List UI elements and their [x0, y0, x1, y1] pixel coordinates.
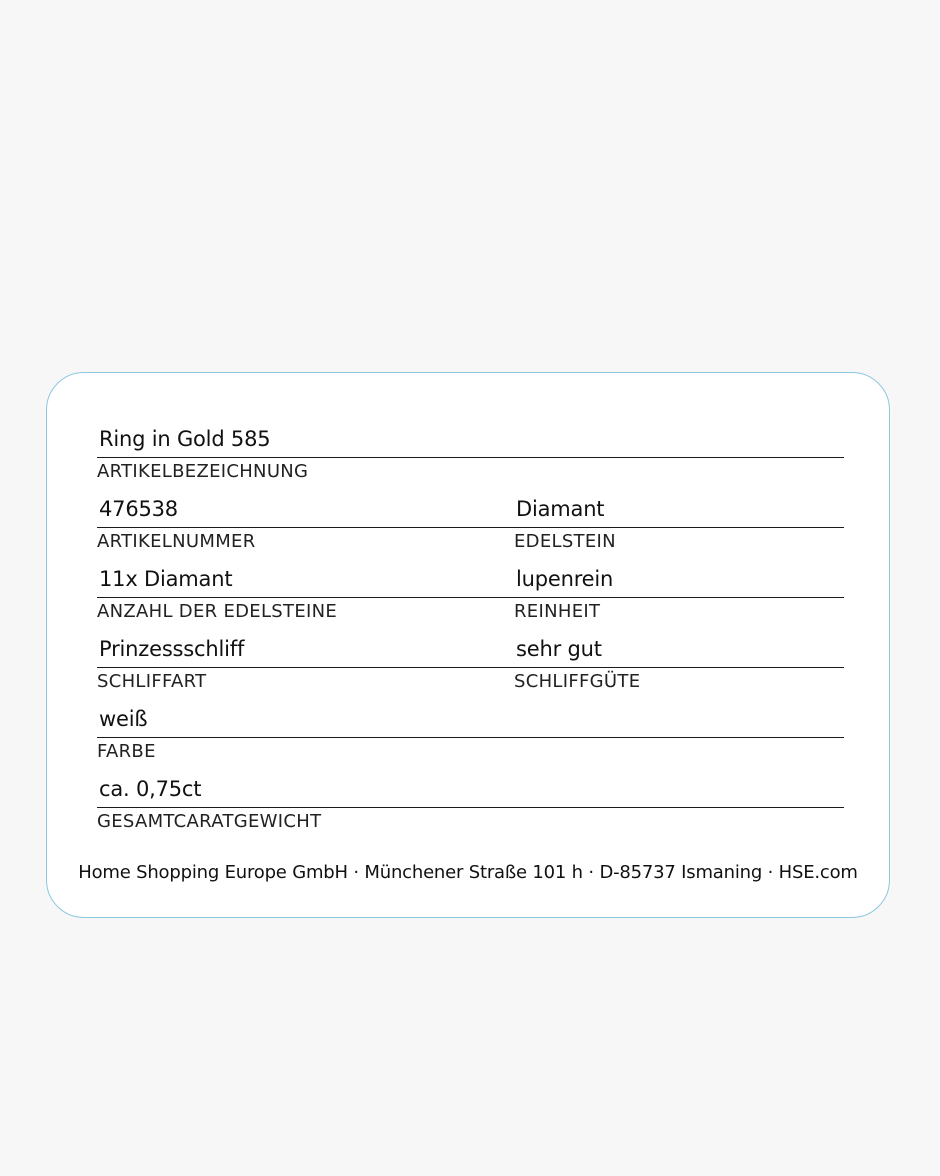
- cut-quality-field: [514, 635, 844, 705]
- article-name-field: [97, 425, 844, 495]
- divider: [97, 457, 844, 458]
- color-label: FARBE: [97, 741, 156, 762]
- divider: [514, 667, 844, 668]
- divider: [97, 737, 844, 738]
- total-carat-label: GESAMTCARATGEWICHT: [97, 811, 322, 832]
- cut-field: [97, 635, 515, 705]
- cut-label: SCHLIFFART: [97, 671, 207, 692]
- cut-quality-value: sehr gut: [516, 637, 602, 661]
- cut-value: Prinzessschliff: [99, 637, 245, 661]
- company-footer: Home Shopping Europe GmbH · Münchener Straße 101 h · D-85737 Ismaning · HSE.com: [78, 862, 858, 883]
- article-name-value: Ring in Gold 585: [99, 427, 271, 451]
- article-number-label: ARTIKELNUMMER: [97, 531, 256, 552]
- clarity-field: [514, 565, 844, 635]
- divider: [97, 807, 844, 808]
- total-carat-field: [97, 775, 844, 845]
- gemstone-label: EDELSTEIN: [514, 531, 616, 552]
- color-value: weiß: [99, 707, 148, 731]
- gemstone-count-value: 11x Diamant: [99, 567, 233, 591]
- gemstone-count-label: ANZAHL DER EDELSTEINE: [97, 601, 338, 622]
- article-number-field: [97, 495, 515, 565]
- cut-quality-label: SCHLIFFGÜTE: [514, 671, 641, 692]
- clarity-label: REINHEIT: [514, 601, 601, 622]
- gemstone-value: Diamant: [516, 497, 605, 521]
- total-carat-value: ca. 0,75ct: [99, 777, 202, 801]
- divider: [97, 667, 515, 668]
- color-field: [97, 705, 844, 775]
- divider: [514, 527, 844, 528]
- clarity-value: lupenrein: [516, 567, 614, 591]
- gemstone-field: [514, 495, 844, 565]
- gemstone-count-field: [97, 565, 515, 635]
- divider: [97, 597, 515, 598]
- article-name-label: ARTIKELBEZEICHNUNG: [97, 461, 309, 482]
- divider: [514, 597, 844, 598]
- certificate-card: [46, 372, 890, 918]
- article-number-value: 476538: [99, 497, 178, 521]
- divider: [97, 527, 515, 528]
